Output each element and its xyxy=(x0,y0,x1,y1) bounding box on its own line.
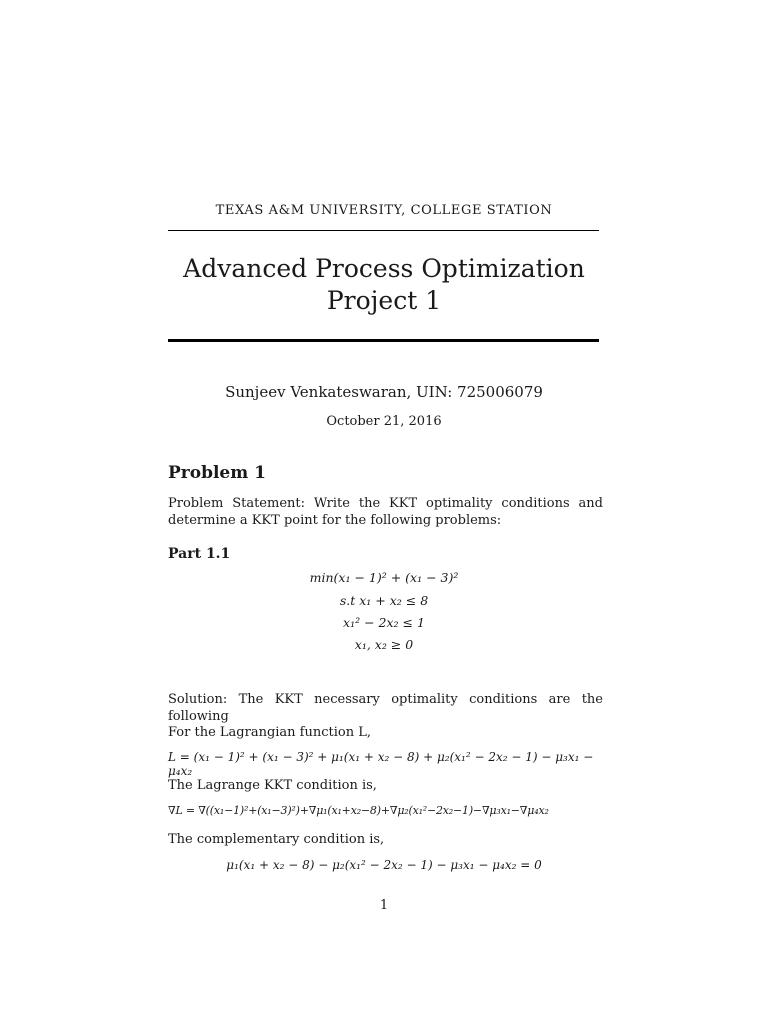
constraint-1: s.t x₁ + x₂ ≤ 8 xyxy=(339,593,429,608)
constraint-2: x₁² − 2x₂ ≤ 1 xyxy=(343,615,425,630)
constraint-3: x₁, x₂ ≥ 0 xyxy=(354,637,414,652)
header-rule-thin xyxy=(168,230,599,231)
lagrangian-intro: For the Lagrangian function L, xyxy=(168,725,371,740)
solution-intro: Solution: The KKT necessary optimality conditions are the following xyxy=(168,692,603,724)
author-line: Sunjeev Venkateswaran, UIN: 725006079 xyxy=(225,383,543,401)
complementary-intro: The complementary condition is, xyxy=(168,832,385,847)
objective-function: min(x₁ − 1)² + (x₁ − 3)² xyxy=(309,570,459,585)
title-line-1: Advanced Process Optimization xyxy=(183,254,585,283)
university-name: TEXAS A&M UNIVERSITY, COLLEGE STATION xyxy=(215,203,553,218)
part-heading: Part 1.1 xyxy=(168,546,231,562)
title-line-2: Project 1 xyxy=(326,286,442,315)
problem-heading: Problem 1 xyxy=(168,463,266,483)
kkt-intro: The Lagrange KKT condition is, xyxy=(168,778,377,793)
header-rule-thick xyxy=(168,339,599,342)
complementary-equation: μ₁(x₁ + x₂ − 8) − μ₂(x₁² − 2x₂ − 1) − μ₃x₁ − μ₄x₂ = 0 xyxy=(226,858,542,872)
kkt-equation: ∇L = ∇((x₁−1)²+(x₁−3)²)+∇μ₁(x₁+x₂−8)+∇μ₂(x₁²−2x₂−1)−∇μ₃x₁−∇μ₄x₂ xyxy=(168,804,549,817)
problem-statement: Problem Statement: Write the KKT optimality conditions and determine a KKT point for the following problems: xyxy=(168,496,603,528)
page-number: 1 xyxy=(379,898,389,913)
date-line: October 21, 2016 xyxy=(326,414,442,429)
lagrangian-equation: L = (x₁ − 1)² + (x₁ − 3)² + μ₁(x₁ + x₂ − 8) + μ₂(x₁² − 2x₂ − 1) − μ₃x₁ − μ₄x₂ xyxy=(168,750,594,778)
